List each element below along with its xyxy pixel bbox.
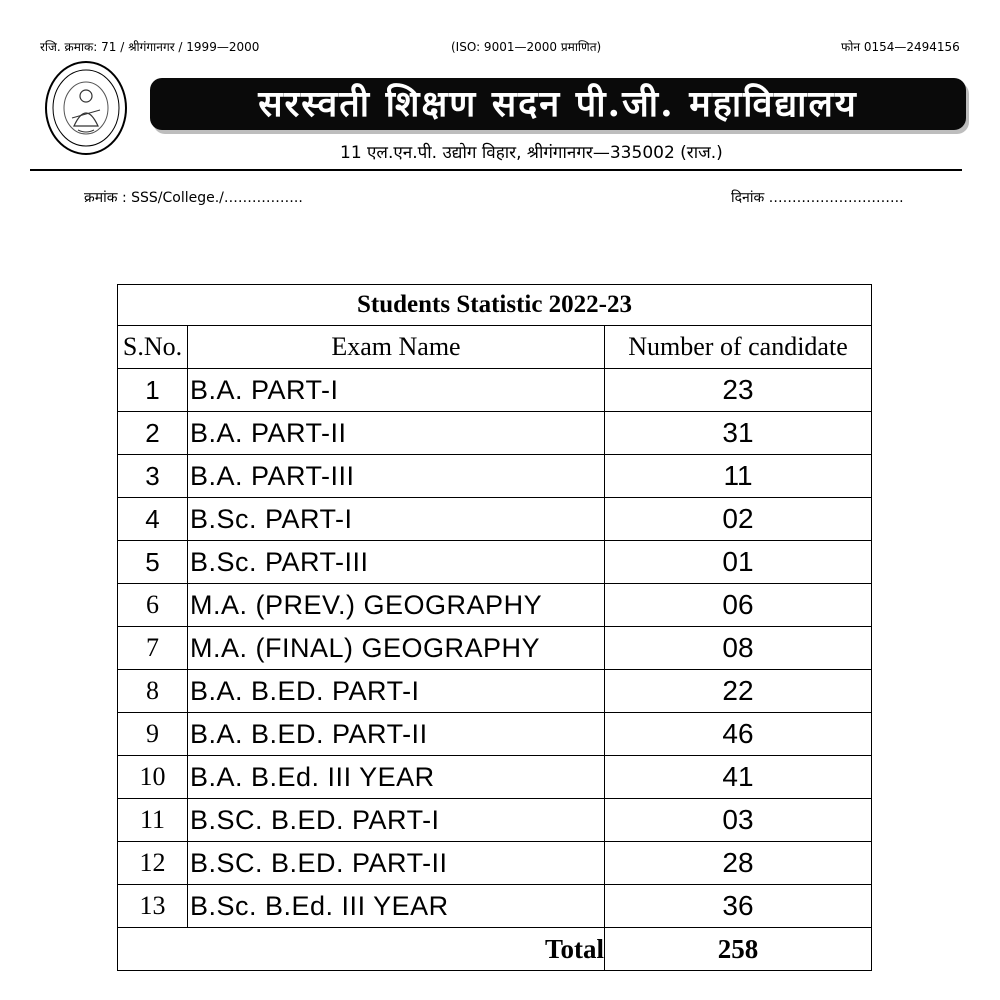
row-exam-name: M.A. (FINAL) GEOGRAPHY bbox=[188, 627, 605, 670]
table-row bbox=[118, 412, 872, 455]
row-sno: 12 bbox=[118, 842, 188, 885]
header-sno: S.No. bbox=[118, 326, 188, 369]
row-candidate-count: 03 bbox=[605, 799, 872, 842]
table-row bbox=[118, 842, 872, 885]
row-sno: 3 bbox=[118, 455, 188, 498]
college-address: 11 एल.एन.पी. उद्योग विहार, श्रीगंगानगर—335002 (राज.) bbox=[340, 143, 723, 163]
table-row bbox=[118, 498, 872, 541]
table-row bbox=[118, 756, 872, 799]
total-value: 258 bbox=[605, 928, 872, 971]
row-candidate-count: 06 bbox=[605, 584, 872, 627]
row-exam-name: B.A. B.ED. PART-II bbox=[188, 713, 605, 756]
college-seal-logo bbox=[44, 60, 128, 156]
row-sno: 10 bbox=[118, 756, 188, 799]
reference-number: क्रमांक : SSS/College./…………….. bbox=[84, 190, 303, 206]
row-exam-name: B.A. B.Ed. III YEAR bbox=[188, 756, 605, 799]
row-candidate-count: 41 bbox=[605, 756, 872, 799]
row-candidate-count: 01 bbox=[605, 541, 872, 584]
row-exam-name: B.Sc. PART-I bbox=[188, 498, 605, 541]
iso-certification: (ISO: 9001—2000 प्रमाणित) bbox=[451, 40, 602, 54]
row-exam-name: M.A. (PREV.) GEOGRAPHY bbox=[188, 584, 605, 627]
table-row bbox=[118, 369, 872, 412]
table-row bbox=[118, 627, 872, 670]
row-sno: 7 bbox=[118, 627, 188, 670]
header-number-of-candidate: Number of candidate bbox=[605, 326, 872, 369]
row-candidate-count: 22 bbox=[605, 670, 872, 713]
row-candidate-count: 36 bbox=[605, 885, 872, 928]
row-exam-name: B.Sc. B.Ed. III YEAR bbox=[188, 885, 605, 928]
phone-number: फोन 0154—2494156 bbox=[841, 40, 960, 54]
row-sno: 9 bbox=[118, 713, 188, 756]
row-sno: 4 bbox=[118, 498, 188, 541]
table-row bbox=[118, 713, 872, 756]
table-row bbox=[118, 799, 872, 842]
total-label: Total bbox=[118, 928, 605, 971]
row-sno: 2 bbox=[118, 412, 188, 455]
row-sno: 1 bbox=[118, 369, 188, 412]
row-exam-name: B.Sc. PART-III bbox=[188, 541, 605, 584]
row-sno: 8 bbox=[118, 670, 188, 713]
college-name: सरस्वती शिक्षण सदन पी.जी. महाविद्यालय bbox=[258, 83, 858, 125]
table-title: Students Statistic 2022-23 bbox=[118, 285, 872, 326]
row-candidate-count: 46 bbox=[605, 713, 872, 756]
row-sno: 6 bbox=[118, 584, 188, 627]
row-candidate-count: 02 bbox=[605, 498, 872, 541]
table-total-row bbox=[118, 928, 872, 971]
table-row bbox=[118, 455, 872, 498]
date-field: दिनांक ……………………….. bbox=[731, 190, 904, 206]
row-sno: 13 bbox=[118, 885, 188, 928]
row-exam-name: B.A. PART-III bbox=[188, 455, 605, 498]
table-row bbox=[118, 541, 872, 584]
row-exam-name: B.A. B.ED. PART-I bbox=[188, 670, 605, 713]
row-exam-name: B.SC. B.ED. PART-I bbox=[188, 799, 605, 842]
row-exam-name: B.A. PART-II bbox=[188, 412, 605, 455]
row-exam-name: B.SC. B.ED. PART-II bbox=[188, 842, 605, 885]
table-row bbox=[118, 885, 872, 928]
row-candidate-count: 08 bbox=[605, 627, 872, 670]
header-divider bbox=[30, 169, 962, 171]
table-row bbox=[118, 670, 872, 713]
row-candidate-count: 28 bbox=[605, 842, 872, 885]
header-exam-name: Exam Name bbox=[188, 326, 605, 369]
registration-number: रजि. क्रमाक: 71 / श्रीगंगानगर / 1999—2000 bbox=[40, 40, 260, 54]
students-statistic-table bbox=[117, 284, 872, 971]
row-candidate-count: 23 bbox=[605, 369, 872, 412]
table-header-row bbox=[118, 326, 872, 369]
row-sno: 11 bbox=[118, 799, 188, 842]
table-title-row bbox=[118, 285, 872, 326]
row-exam-name: B.A. PART-I bbox=[188, 369, 605, 412]
row-candidate-count: 11 bbox=[605, 455, 872, 498]
row-sno: 5 bbox=[118, 541, 188, 584]
row-candidate-count: 31 bbox=[605, 412, 872, 455]
table-row bbox=[118, 584, 872, 627]
